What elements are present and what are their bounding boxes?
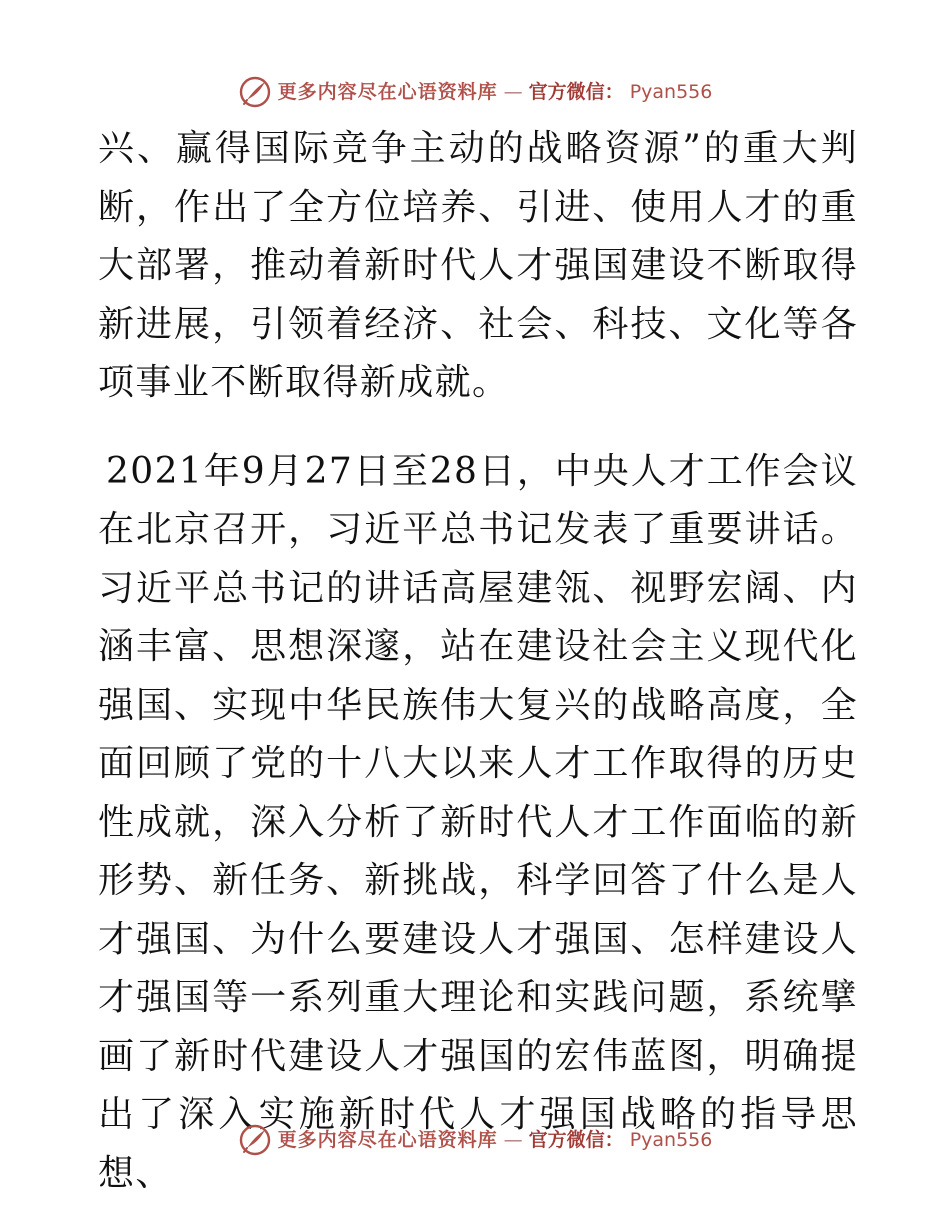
paragraph-1: 兴、赢得国际竞争主动的战略资源”的重大判断，作出了全方位培养、引进、使用人才的重大部署，推动着新时代人才强国建设不断取得新进展，引领着经济、社会、科技、文化等各项事业不断取得新成就。 xyxy=(98,128,858,403)
watermark-text: 更多内容尽在心语资料库 xyxy=(277,80,498,103)
watermark-separator: — xyxy=(503,80,523,103)
header-watermark xyxy=(0,72,950,112)
watermark-wechat-label: 官方微信： xyxy=(528,80,624,103)
watermark-wechat-id: Pyan556 xyxy=(629,1128,713,1151)
watermark-separator: — xyxy=(503,1128,523,1151)
quill-logo-icon xyxy=(238,1123,272,1157)
footer-watermark xyxy=(0,1120,950,1160)
quill-logo-icon xyxy=(238,75,272,109)
paragraph-2: 2021年9月27日至28日，中央人才工作会议在北京召开，习近平总书记发表了重要讲话。习近平总书记的讲话高屋建瓴、视野宏阔、内涵丰富、思想深邃，站在建设社会主义现代化强国、实现中华民族伟大复兴的战略高度，全面回顾了党的十八大以来人才工作取得的历史性成就，深入分析了新时代人才工作面临的新形势、新任务、新挑战，科学回答了什么是人才强国、为什么要建设人才强国、怎样建设人才强国等一系列重大理论和实践问题，系统擘画了新时代建设人才强国的宏伟蓝图，明确提出了深入实施新时代人才强国战略的指导思想、 xyxy=(98,450,858,1194)
watermark-text: 更多内容尽在心语资料库 xyxy=(277,1128,498,1151)
paragraph-spacer xyxy=(98,413,858,443)
watermark-wechat-id: Pyan556 xyxy=(629,80,713,103)
document-body xyxy=(98,120,858,1203)
watermark-wechat-label: 官方微信： xyxy=(528,1128,624,1151)
